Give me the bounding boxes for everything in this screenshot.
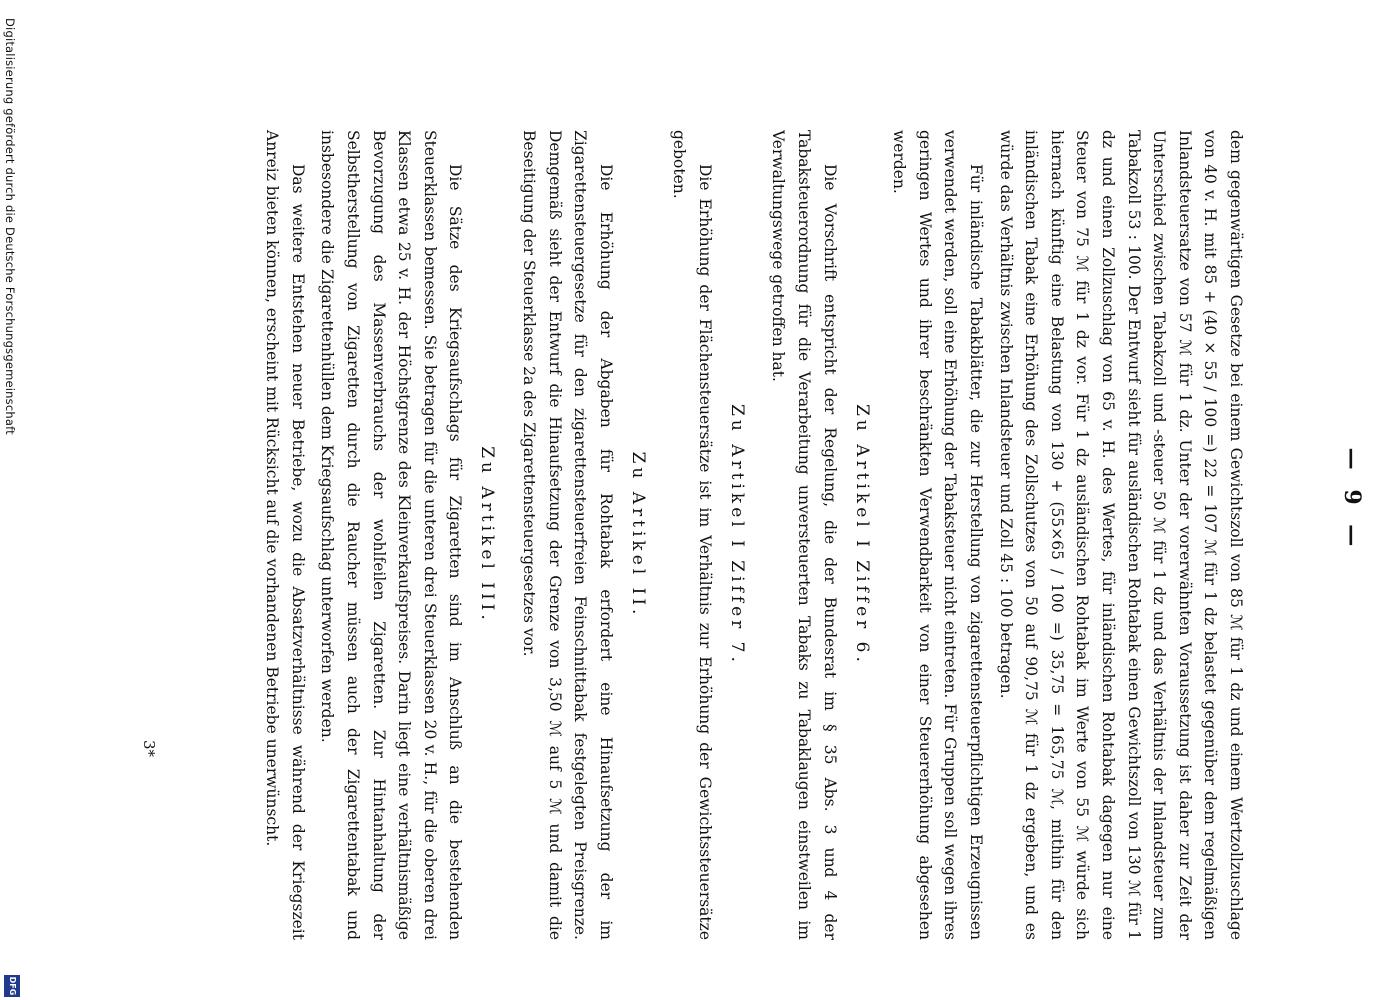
section-text: Die Erhöhung der Abgaben für Rohtabak erfordert eine Hinaufsetzung der im Zigarettensteuergesetze für den zigarettensteuerfreien Feinschnittabak festgelegten Preisgrenze. Demgemäß sieht der Entwurf die Hinaufsetzung der Grenze von 3,50 ℳ auf 5 ℳ und damit die Beseitigung der Steuerklasse 2a des Zigarettensteuergesetzes vor. [519,130,615,940]
dfg-logo-icon: DFG [4,975,20,997]
paragraph: dem gegenwärtigen Gesetze bei einem Gewichtszoll von 85 ℳ für 1 dz und einem Wertzollzuschlage von 40 v. H. mit 85 + (40 × 55 / 100 =) 22 = 107 ℳ für 1 dz belastet gegenüber dem regelmäßigen Inlandsteuersatze von 57 ℳ für 1 dz. Unter der vorerwähnten Voraussetzung ist daher zur Zeit der Unterschied zwischen Tabakzoll und -steuer 50 ℳ für 1 dz und das Verhältnis der Inlandsteuer zum Tabakzoll 53 : 100. Der Entwurf sieht für ausländischen Rohtabak einen Gewichtszoll von 130 ℳ für 1 dz und einen Zollzuschlag von 65 v. H. des Wertes, für inländischen Rohtabak dagegen nur eine Steuer von 75 ℳ für 1 dz vor. Für 1 dz ausländischen Rohtabak im Werte von 55 ℳ würde sich hiernach künftig eine Belastung von 130 + (55×65 / 100 =) 35,75 = 165,75 ℳ, mithin für den inländischen Tabak eine Erhöhung des Zollschutzes von 50 auf 90,75 ℳ für 1 dz ergeben, und es würde das Verhältnis zwischen Inlandsteuer und Zoll 45 : 100 betragen. [996,130,1245,940]
section-text: Das weitere Entstehen neuer Betriebe, wozu die Absatzverhältnisse während der Kriegszeit Anreiz bieten können, erscheint mit Rücksicht auf die vorhandenen Betriebe unerwünscht. [263,130,307,940]
section-heading: Zu Artikel III. [477,446,498,624]
page-number: — 9 — [1339,447,1365,553]
section-text: Die Sätze des Kriegsaufschlags für Zigaretten sind im Anschluß an die bestehenden Steuerklassen bemessen. Sie betragen für die unteren drei Steuerklassen 20 v. H., für die oberen drei Klassen etwa 25 v. H. der Höchstgrenze des Kleinverkaufspreises. Darin liegt eine verhältnismäßige Bevorzugung des Massenverbrauchs der wohlfeilen Zigaretten. Zur Hintanhaltung der Selbstherstellung von Zigaretten durch die Raucher müssen auch der Zigarettentabak und insbesondere die Zigarettenhüllen dem Kriegsaufschlag unterworfen werden. [318,130,465,940]
section-heading: Zu Artikel I Ziffer 6. [851,404,872,666]
body-text-column [255,130,1248,940]
section-text: Die Vorschrift entspricht der Regelung, die der Bundesrat im § 35 Abs. 3 und 4 der Tabaksteuerordnung für die Verarbeitung unversteuerten Tabaks zu Tabaklaugen einstweilen im Verwaltungswege getroffen hat. [769,130,839,940]
section-heading: Zu Artikel II. [627,451,648,619]
digitization-credit: Digitalisierung gefördert durch die Deutsche Forschungsgemeinschaft [3,18,17,435]
section-text: Die Erhöhung der Flächensteuersätze ist im Verhältnis zur Erhöhung der Gewichtssteuersätze geboten. [670,130,714,940]
signature-mark: 3* [140,740,158,758]
paragraph: Für inländische Tabakblätter, die zur Herstellung von zigarettensteuerpflichtigen Erzeugnissen verwendet werden, soll eine Erhöhung der Tabaksteuer nicht eintreten. Für Gruppen soll wegen ihres geringen Wertes und ihrer beschränkten Verwendbarkeit von einer Steuererhöhung abgesehen werden. [890,130,986,940]
section-heading: Zu Artikel I Ziffer 7. [726,404,747,666]
